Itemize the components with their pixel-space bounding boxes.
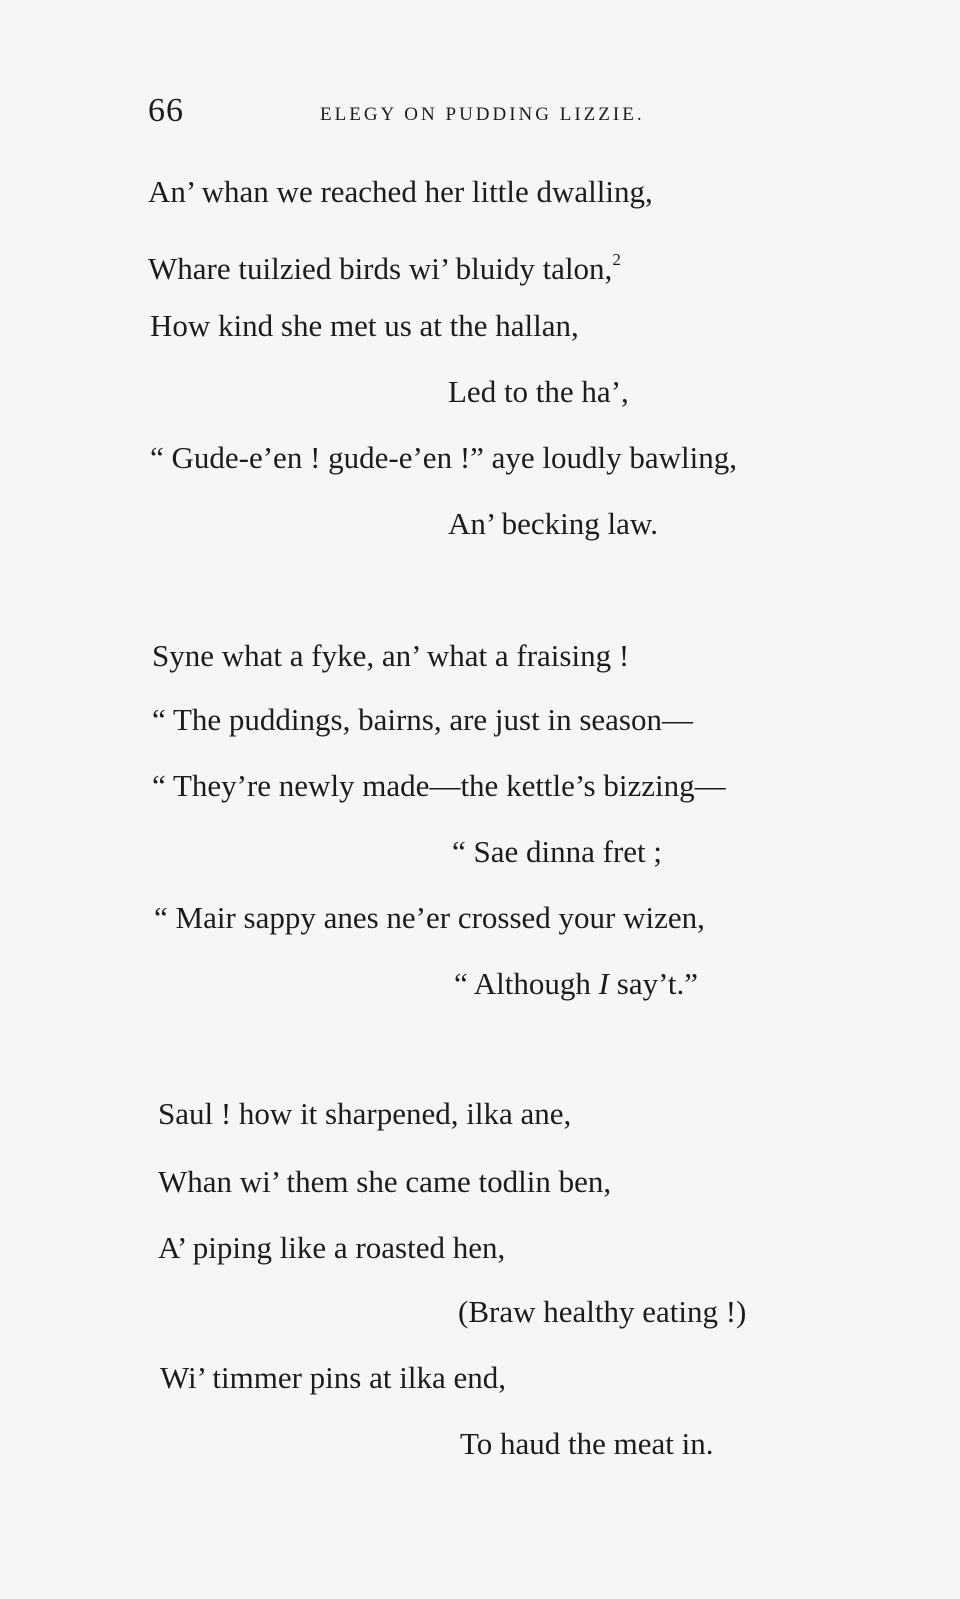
verse-line: How kind she met us at the hallan, (150, 308, 579, 343)
verse-line: Whan wi’ them she came todlin ben, (158, 1164, 612, 1199)
verse-line: Whare tuilzied birds wi’ bluidy talon,$^2$ (148, 250, 621, 286)
verse-line-indented: An’ becking law. (448, 506, 659, 541)
verse-line: Syne what a fyke, an’ what a fraising ! (152, 638, 630, 673)
footnote-mark: 2 (612, 250, 621, 269)
verse-line: “ Gude-e’en ! gude-e’en !” aye loudly bawling, (150, 440, 738, 475)
verse-line: An’ whan we reached her little dwalling, (148, 174, 653, 209)
verse-line-indented: To haud the meat in. (460, 1426, 714, 1461)
verse-line-indented: “ Although I say’t.” (454, 966, 698, 1001)
running-title: ELEGY ON PUDDING LIZZIE. (320, 104, 645, 125)
verse-line: Saul ! how it sharpened, ilka ane, (158, 1096, 572, 1131)
verse-line: Wi’ timmer pins at ilka end, (160, 1360, 506, 1395)
verse-line-indented: Led to the ha’, (448, 374, 629, 409)
page-number: 66 (148, 92, 184, 129)
verse-line: “ Mair sappy anes ne’er crossed your wizen, (154, 900, 705, 935)
verse-line-indented: (Braw healthy eating !) (458, 1294, 747, 1329)
verse-line: “ They’re newly made—the kettle’s bizzing— (152, 768, 726, 803)
verse-line: A’ piping like a roasted hen, (158, 1230, 506, 1265)
page-header (148, 92, 768, 142)
verse-line: “ The puddings, bairns, are just in season— (152, 702, 693, 737)
verse-line-indented: “ Sae dinna fret ; (452, 834, 663, 869)
